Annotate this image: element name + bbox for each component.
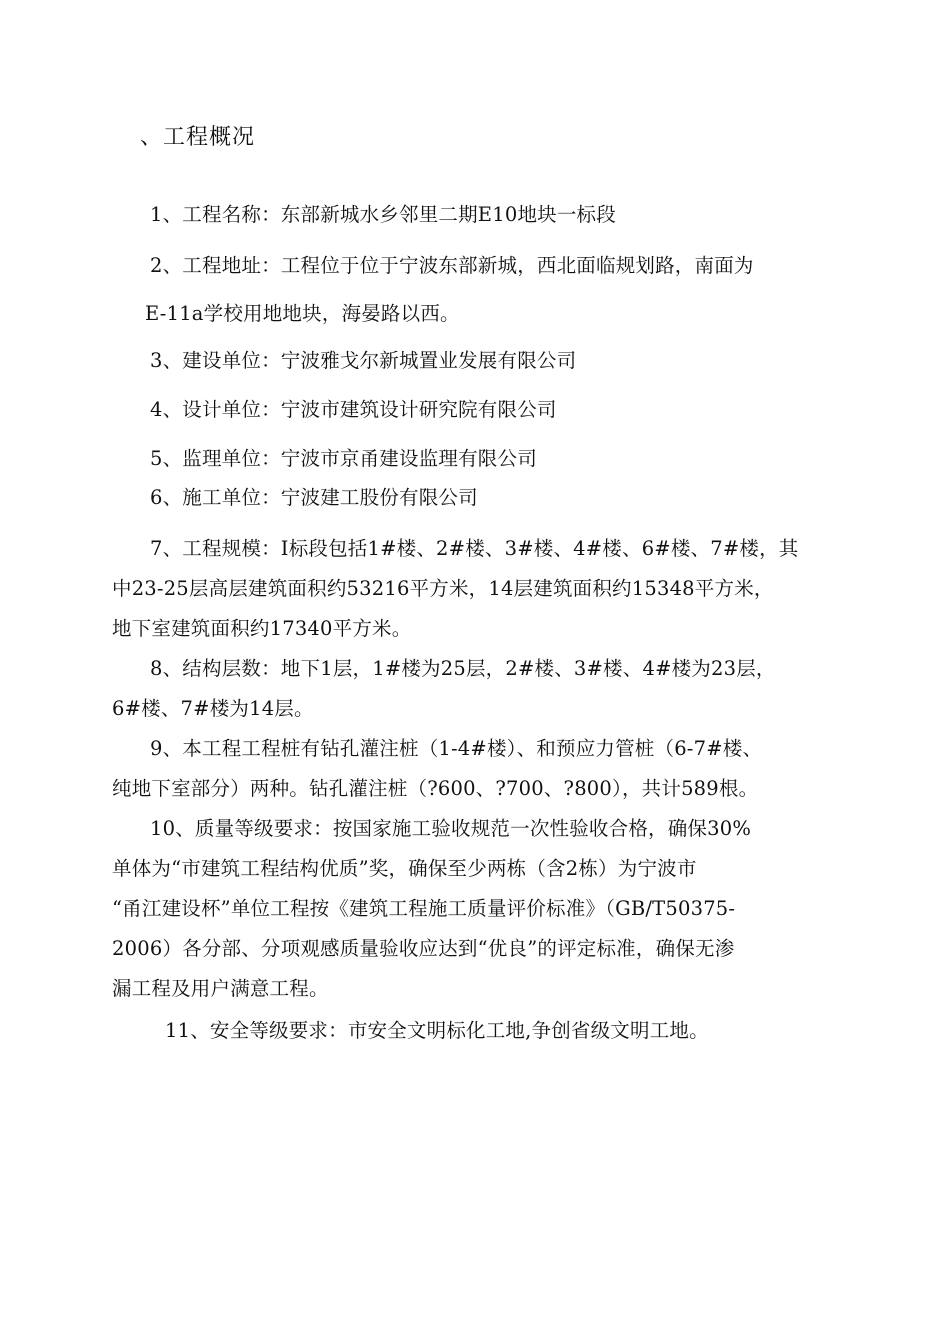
designer-line: 4、设计单位：宁波市建筑设计研究院有限公司 [150,398,557,421]
project-address-line-cont: E-11a学校用地地块，海晏路以西。 [145,302,460,325]
structure-floors-line-cont: 6#楼、7#楼为14层。 [112,697,314,720]
client-line: 3、建设单位：宁波雅戈尔新城置业发展有限公司 [150,349,577,372]
project-scale-line: 7、工程规模：I标段包括1#楼、2#楼、3#楼、4#楼、6#楼、7#楼，其 [150,537,799,560]
piles-line: 9、本工程工程桩有钻孔灌注桩（1-4#楼）、和预应力管桩（6-7#楼、 [150,737,763,760]
quality-requirement-line-cont: “甬江建设杯”单位工程按《建筑工程施工质量评价标准》（GB/T50375- [112,897,736,920]
quality-requirement-line: 10、质量等级要求：按国家施工验收规范一次性验收合格，确保30% [150,817,752,840]
project-scale-line-cont: 中23-25层高层建筑面积约53216平方米，14层建筑面积约15348平方米， [112,577,774,600]
project-scale-line-cont: 地下室建筑面积约17340平方米。 [112,617,412,640]
project-name-line: 1、工程名称：东部新城水乡邻里二期E10地块一标段 [150,203,616,226]
contractor-line: 6、施工单位：宁波建工股份有限公司 [150,486,478,509]
supervisor-line: 5、监理单位：宁波市京甬建设监理有限公司 [150,447,537,470]
structure-floors-line: 8、结构层数：地下1层，1#楼为25层，2#楼、3#楼、4#楼为23层， [150,657,776,680]
project-address-line: 2、工程地址：工程位于位于宁波东部新城，西北面临规划路，南面为 [150,254,754,277]
safety-requirement-line: 11、安全等级要求：市安全文明标化工地,争创省级文明工地。 [165,1019,709,1042]
quality-requirement-line-cont: 2006）各分部、分项观感质量验收应达到“优良”的评定标准，确保无渗 [112,937,735,960]
quality-requirement-line-cont: 单体为“市建筑工程结构优质”奖，确保至少两栋（含2栋）为宁波市 [112,857,697,880]
piles-line-cont: 纯地下室部分）两种。钻孔灌注桩（?600、?700、?800），共计589根。 [112,777,759,800]
quality-requirement-line-cont: 漏工程及用户满意工程。 [112,977,329,1000]
section-heading: 、工程概况 [140,125,256,150]
